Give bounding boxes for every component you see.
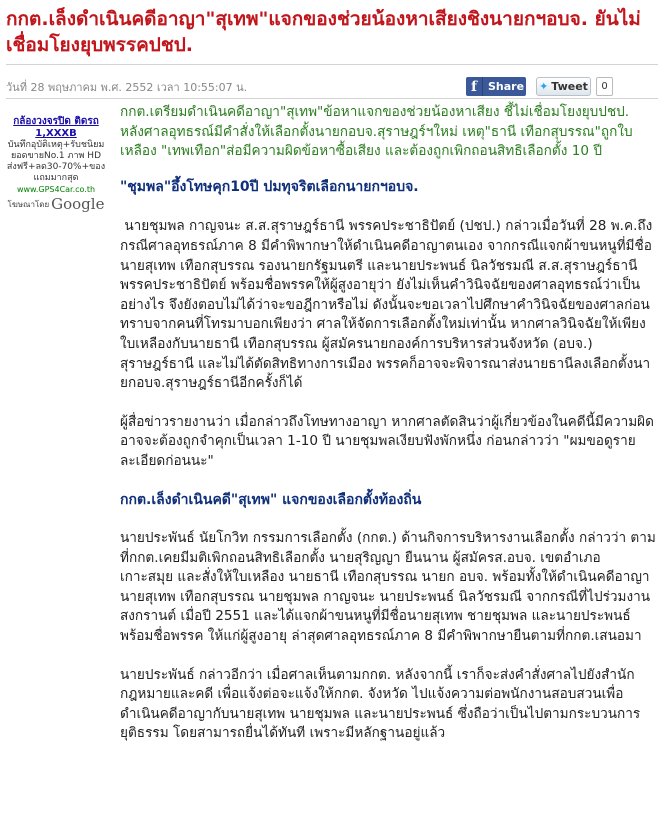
tweet-button[interactable] bbox=[536, 77, 591, 96]
dateline: วันที่ 28 พฤษภาคม พ.ศ. 2552 เวลา 10:55:07 น. bbox=[6, 81, 248, 94]
article-paragraph-2: ผู้สื่อข่าวรายงานว่า เมื่อกล่าวถึงโทษทางอาญา หากศาลตัดสินว่าผู้เกี่ยวข้องในคดีนี้มีความผิด อาจจะต้องถูกจำคุกเป็นเวลา 1-10 ปี นายชุมพลเงียบฟังพักหนึ่ง ก่อนกล่าวว่า "ผมขอดูรายละเอียดก่อนนะ" bbox=[120, 413, 654, 469]
google-logo: Google bbox=[51, 195, 105, 213]
divider-top bbox=[6, 64, 658, 65]
ad-title-link[interactable]: กล้องวงจรปิด ติดรถ 1,XXXB bbox=[13, 116, 99, 139]
subheading-1: "ชุมพล"อึ้งโทษคุก10ปี ปมทุจริตเลือกนายกฯอบจ. bbox=[120, 178, 419, 195]
tweet-count: 0 bbox=[596, 77, 613, 96]
sidebar-ad[interactable] bbox=[6, 116, 106, 213]
ads-by-label: โฆษณาโดย bbox=[7, 200, 50, 209]
facebook-icon: f bbox=[466, 77, 483, 96]
article-paragraph-1 bbox=[120, 217, 656, 393]
subheading-2: กกต.เล็งดำเนินคดี"สุเทพ" แจกของเลือกตั้งท้องถิ่น bbox=[120, 491, 422, 508]
article-body bbox=[120, 103, 656, 744]
article-paragraph-3: นายประพันธ์ นัยโกวิท กรรมการเลือกตั้ง (กกต.) ด้านกิจการบริหารงานเลือกตั้ง กล่าวว่า ตามที่กกต.เคยมีมติเพิกถอนสิทธิเลือกตั้ง นายสุริญญา ยืนนาน ผู้สมัครส.อบจ. เขตอำเภอ เกาะสมุย และสั่งให้ใบเหลือง นายธานี เทือกสุบรรณ นายก อบจ. พร้อมทั้งให้ดำเนินคดีอาญา นายสุเทพ เทือกสุบรรณ นายชุมพล กาญจนะ นายประพนธ์ นิลวัชรมณี จากกรณีที่ไปร่วมงานสงกรานต์ เมื่อปี 2551 และได้แจกผ้าขนหนูที่มีชื่อนายสุเทพ ชายชุมพล และนายประพนธ์ พร้อมชื่อพรรค ให้แก่ผู้สูงอายุ ล่าสุดศาลอุทธรณ์ภาค 8 มีคำพิพากษายืนตามที่กกต.เสนอมา bbox=[120, 530, 656, 645]
twitter-bird-icon: ✦ bbox=[539, 80, 549, 93]
article-paragraph-4: นายประพันธ์ กล่าวอีกว่า เมื่อศาลเห็นตามกกต. หลังจากนี้ เราก็จะส่งคำสั่งศาลไปยังสำนักกฎหมายและคดี เพื่อแจ้งต่อจะแจ้งให้กกต. จังหวัด ไปแจ้งความต่อพนักงานสอบสวนเพื่อดำเนินคดีอาญากับนายสุเทพ นายชุมพล และนายประพนธ์ ซึ่งถือว่าเป็นไปตามกระบวนการยุติธรรม โดยสามารถยื่นได้ทันที เพราะมีหลักฐานอยู่แล้ว bbox=[120, 666, 641, 742]
divider-date bbox=[6, 98, 658, 99]
ad-url[interactable]: www.GPS4Car.co.th bbox=[16, 185, 96, 194]
paragraph-1-text: นายชุมพล กาญจนะ ส.ส.สุราษฎร์ธานี พรรคประชาธิปัตย์ (ปชป.) กล่าวเมื่อวันที่ 28 พ.ค.ถึงกรณีศาลอุทธรณ์ภาค 8 มีคำพิพากษาให้ดำเนินคดีอาญาตนเอง จากกรณีแจกผ้าขนหนูที่มีชื่อนายสุเทพ เทือกสุบรรณ รองนายกรัฐมนตรี และนายประพนธ์ นิลวัชรมณี ส.ส.สุราษฎร์ธานี พรรคประชาธิปัตย์ พร้อมชื่อพรรคให้ผู้สูงอายุว่า ยังไม่เห็นคำวินิจฉัยของศาลอุทธรณ์ว่าเป็นอย่างไร จึงยังตอบไม่ได้ว่าจะขอฎีกาหรือไม่ ดังนั้นจะขอเวลาไปศึกษาคำวินิจฉัยของศาลก่อน ทราบจากคนที่โทรมาบอกเพียงว่า ศาลให้จัดการเลือกตั้งใหม่เท่านั้น หากศาลวินิจฉัยให้เพียงใบเหลืองกับนายธานี เทือกสุบรรณ ผู้สมัครนายกองค์การบริหารส่วนจังหวัด (อบจ.) สุราษฎร์ธานี และไม่ได้ตัดสิทธิทางการเมือง พรรคก็อาจจะพิจารณาส่งนายธานีลงเลือกตั้งนายกอบจ.สุราษฎร์ธานีอีกครั้งก็ได้ bbox=[120, 218, 653, 392]
share-label: Share bbox=[488, 80, 525, 93]
article-lead: กกต.เตรียมดำเนินคดีอาญา"สุเทพ"ข้อหาแจกของช่วยน้องหาเสียง ชี้ไม่เชื่อมโยงยุบปชป. หลังศาลอุทธรณ์มีคำสั่งให้เลือกตั้งนายกอบจ.สุราษฎร์ฯใหม่ เหตุ"ธานี เทือกสุบรรณ"ถูกใบเหลือง "เทพเทือก"ส่อมีความผิดข้อหาซื้อเสียง และต้องถูกเพิกถอนสิทธิเลือกตั้ง 10 ปี bbox=[120, 104, 633, 160]
ad-body: บันทึกอุบัติเหตุ+รับชนิยม ยอดขายNo.1 ภาพ HD ส่งฟรี+ลด30-70%+ของแถมมากสุด bbox=[6, 140, 106, 183]
tweet-label: Tweet bbox=[551, 80, 588, 93]
headline: กกต.เล็งดำเนินคดีอาญา"สุเทพ"แจกของช่วยน้องหาเสียงชิงนายกฯอบจ. ยันไม่เชื่อมโยงยุบพรรคปชป. bbox=[6, 8, 641, 56]
ads-by-google[interactable] bbox=[6, 195, 106, 213]
facebook-share-button[interactable] bbox=[466, 77, 526, 96]
